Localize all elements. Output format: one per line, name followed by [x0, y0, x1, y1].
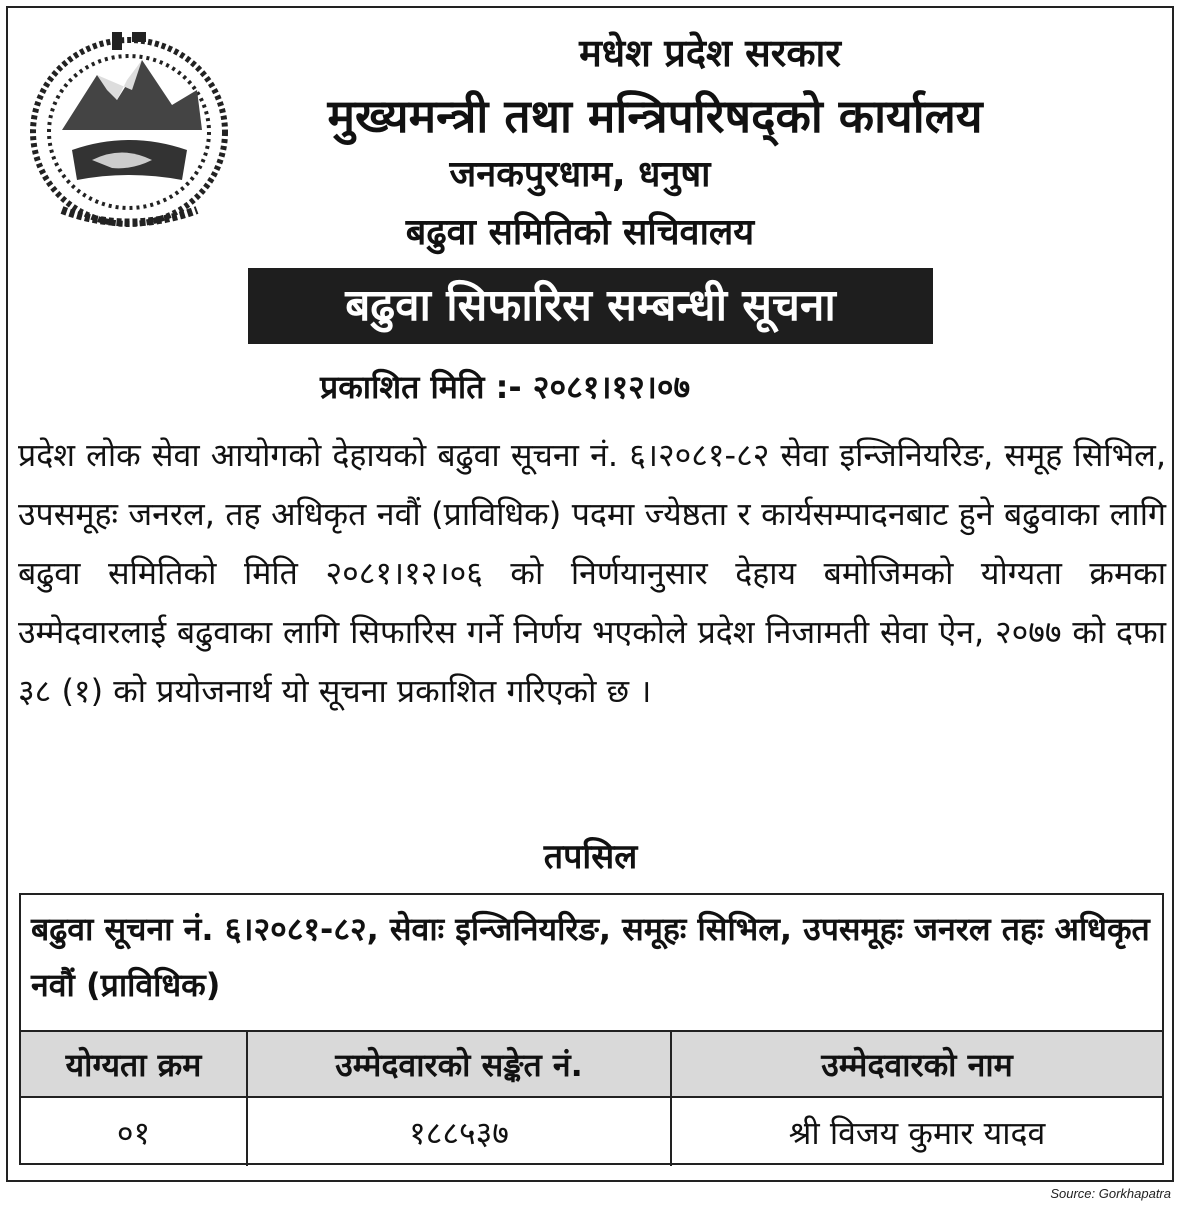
government-name: मधेश प्रदेश सरकार: [579, 31, 841, 75]
column-header-symbol: उम्मेदवारको सङ्केत नं.: [247, 1031, 671, 1097]
published-date: प्रकाशित मिति :- २०८१।१२।०७: [320, 368, 691, 406]
notice-body: प्रदेश लोक सेवा आयोगको देहायको बढुवा सूचना नं. ६।२०८१-८२ सेवा इन्जिनियरिङ, समूह सिभिल, उपसमूहः जनरल, तह अधिकृत नवौं (प्राविधिक) पदमा ज्येष्ठता र कार्यसम्पादनबाट हुने बढुवाका लागि बढुवा समितिको मिति २०८१।१२।०६ को निर्णयानुसार देहाय बमोजिमको योग्यता क्रमका उम्मेदवारलाई बढुवाका लागि सिफारिस गर्ने निर्णय भएकोले प्रदेश निजामती सेवा ऐन, २०७७ को दफा ३८ (१) को प्रयोजनार्थ यो सूचना प्रकाशित गरिएको छ ।: [18, 436, 1166, 710]
government-emblem-icon: [22, 20, 237, 240]
table-header-row: [21, 1031, 1162, 1097]
table-heading: बढुवा सूचना नं. ६।२०८१-८२, सेवाः इन्जिनियरिङ, समूहः सिभिल, उपसमूहः जनरल तहः अधिकृत नवौं (प्राविधिक): [31, 910, 1150, 1004]
cell-symbol-no: १८८५३७: [247, 1097, 671, 1166]
column-header-rank: योग्यता क्रम: [21, 1031, 247, 1097]
office-location: जनकपुरधाम, धनुषा: [449, 154, 711, 195]
column-header-name: उम्मेदवारको नाम: [671, 1031, 1162, 1097]
source-credit: Source: Gorkhapatra: [1050, 1186, 1171, 1201]
schedule-title: तपसिल: [543, 837, 638, 877]
secretariat-name: बढुवा समितिको सचिवालय: [405, 212, 755, 253]
cell-candidate-name: श्री विजय कुमार यादव: [671, 1097, 1162, 1166]
cell-rank: ०१: [21, 1097, 247, 1166]
office-name: मुख्यमन्त्री तथा मन्त्रिपरिषद्को कार्यालय: [327, 89, 983, 143]
candidate-table-box: [19, 893, 1164, 1165]
table-row: [21, 1097, 1162, 1166]
candidate-table: [21, 1030, 1162, 1166]
notice-title: बढुवा सिफारिस सम्बन्धी सूचना: [248, 268, 933, 344]
